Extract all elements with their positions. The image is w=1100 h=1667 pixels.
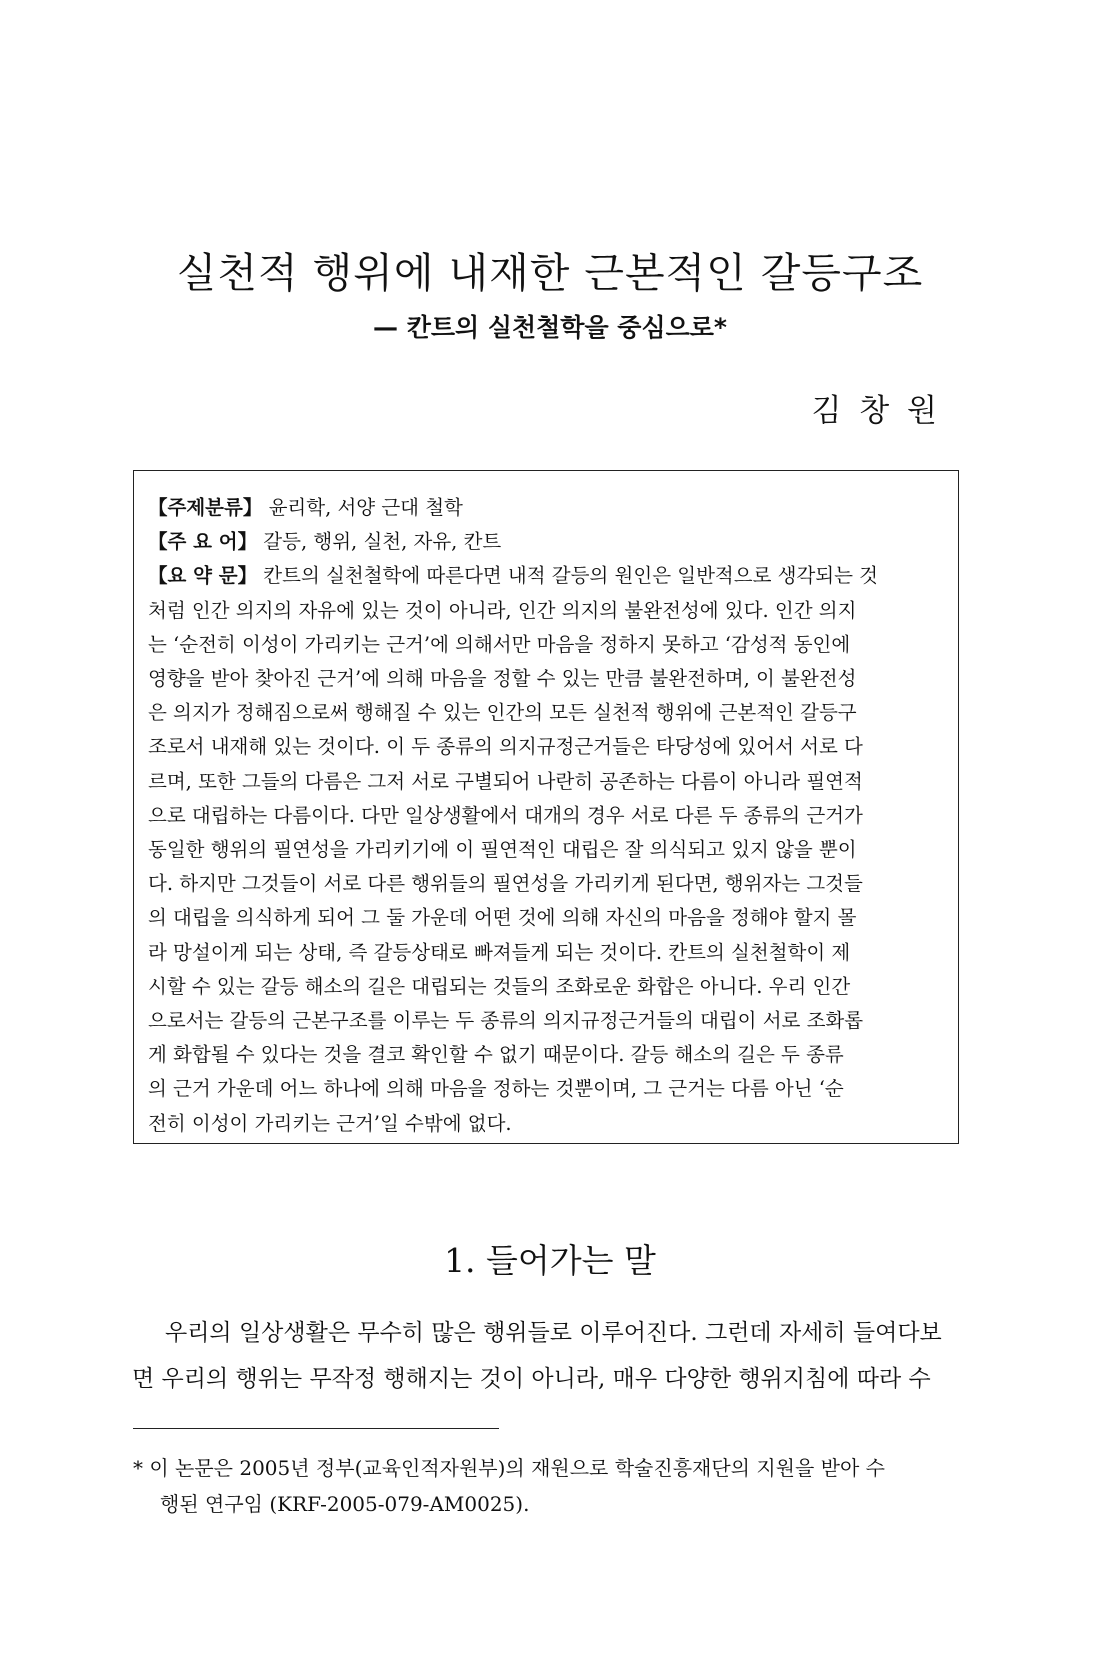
summary-line: 【요 약 문】 칸트의 실천철학에 따른다면 내적 갈등의 원인은 일반적으로 생각되는 것 bbox=[148, 564, 878, 588]
body-line: 면 우리의 행위는 무작정 행해지는 것이 아니라, 매우 다양한 행위지침에 따라 수 bbox=[132, 1366, 931, 1392]
summary-line: 조로서 내재해 있는 것이다. 이 두 종류의 의지규정근거들은 타당성에 있어서 서로 다 bbox=[148, 735, 863, 759]
summary-line: 는 ‘순전히 이성이 가리키는 근거’에 의해서만 마음을 정하지 못하고 ‘감성적 동인에 bbox=[148, 632, 851, 656]
summary-line: 처럼 인간 의지의 자유에 있는 것이 아니라, 인간 의지의 불완전성에 있다. 인간 의지 bbox=[148, 598, 857, 622]
author-name: 김 창 원 bbox=[811, 393, 937, 429]
keywords-label: 【주 요 어】 bbox=[148, 530, 258, 554]
summary-line: 으로서는 갈등의 근본구조를 이루는 두 종류의 의지규정근거들의 대립이 서로 조화롭 bbox=[148, 1009, 864, 1033]
keywords-row bbox=[148, 525, 944, 559]
summary-line: 시할 수 있는 갈등 해소의 길은 대립되는 것들의 조화로운 화합은 아니다. 우리 인간 bbox=[148, 974, 851, 998]
summary-line: 다. 하지만 그것들이 서로 다른 행위들의 필연성을 가리키게 된다면, 행위자는 그것들 bbox=[148, 872, 863, 896]
classification-label: 【주제분류】 bbox=[148, 496, 263, 519]
paper-title: 실천적 행위에 내재한 근본적인 갈등구조 bbox=[176, 249, 924, 297]
summary-line: 게 화합될 수 있다는 것을 결코 확인할 수 없기 때문이다. 갈등 해소의 길은 두 종류 bbox=[148, 1043, 844, 1067]
paper-subtitle: — 칸트의 실천철학을 중심으로* bbox=[373, 313, 727, 342]
footnote-divider bbox=[133, 1428, 499, 1429]
keywords-value: 갈등, 행위, 실천, 자유, 칸트 bbox=[263, 530, 502, 554]
summary-line: 의 근거 가운데 어느 하나에 의해 마음을 정하는 것뿐이며, 그 근거는 다름 아닌 ‘순 bbox=[148, 1077, 844, 1101]
footnote bbox=[133, 1450, 963, 1522]
summary-line: 르며, 또한 그들의 다름은 그저 서로 구별되어 나란히 공존하는 다름이 아니라 필연적 bbox=[148, 769, 863, 793]
summary-line: 동일한 행위의 필연성을 가리키기에 이 필연적인 대립은 잘 의식되고 있지 않을 뿐이 bbox=[148, 838, 857, 862]
summary-line: 전히 이성이 가리키는 근거’일 수밖에 없다. bbox=[148, 1111, 512, 1135]
body-line: 우리의 일상생활은 무수히 많은 행위들로 이루어진다. 그런데 자세히 들여다보 bbox=[165, 1320, 942, 1346]
footnote-line: * 이 논문은 2005년 정부(교육인적자원부)의 재원으로 학술진흥재단의 지원을 받아 수 bbox=[133, 1456, 885, 1480]
footnote-line: 행된 연구임 (KRF-2005-079-AM0025). bbox=[160, 1492, 530, 1516]
abstract-box bbox=[133, 470, 959, 1144]
classification-value: 윤리학, 서양 근대 철학 bbox=[268, 496, 463, 519]
summary-line: 은 의지가 정해짐으로써 행해질 수 있는 인간의 모든 실천적 행위에 근본적인 갈등구 bbox=[148, 701, 857, 725]
summary-line: 의 대립을 의식하게 되어 그 둘 가운데 어떤 것에 의해 자신의 마음을 정해야 할지 몰 bbox=[148, 906, 857, 930]
summary-line: 으로 대립하는 다름이다. 다만 일상생활에서 대개의 경우 서로 다른 두 종류의 근거가 bbox=[148, 803, 863, 827]
classification-row bbox=[148, 491, 944, 525]
summary-line: 라 망설이게 되는 상태, 즉 갈등상태로 빠져들게 되는 것이다. 칸트의 실천철학이 제 bbox=[148, 940, 851, 964]
footnote-marker: * bbox=[133, 1456, 143, 1480]
section-heading: 1. 들어가는 말 bbox=[444, 1241, 656, 1280]
body-text bbox=[132, 1310, 962, 1402]
summary-label: 【요 약 문】 bbox=[148, 564, 258, 588]
summary-body bbox=[148, 559, 944, 1140]
summary-line: 영향을 받아 찾아진 근거’에 의해 마음을 정할 수 있는 만큼 불완전하며, 이 불완전성 bbox=[148, 667, 857, 691]
